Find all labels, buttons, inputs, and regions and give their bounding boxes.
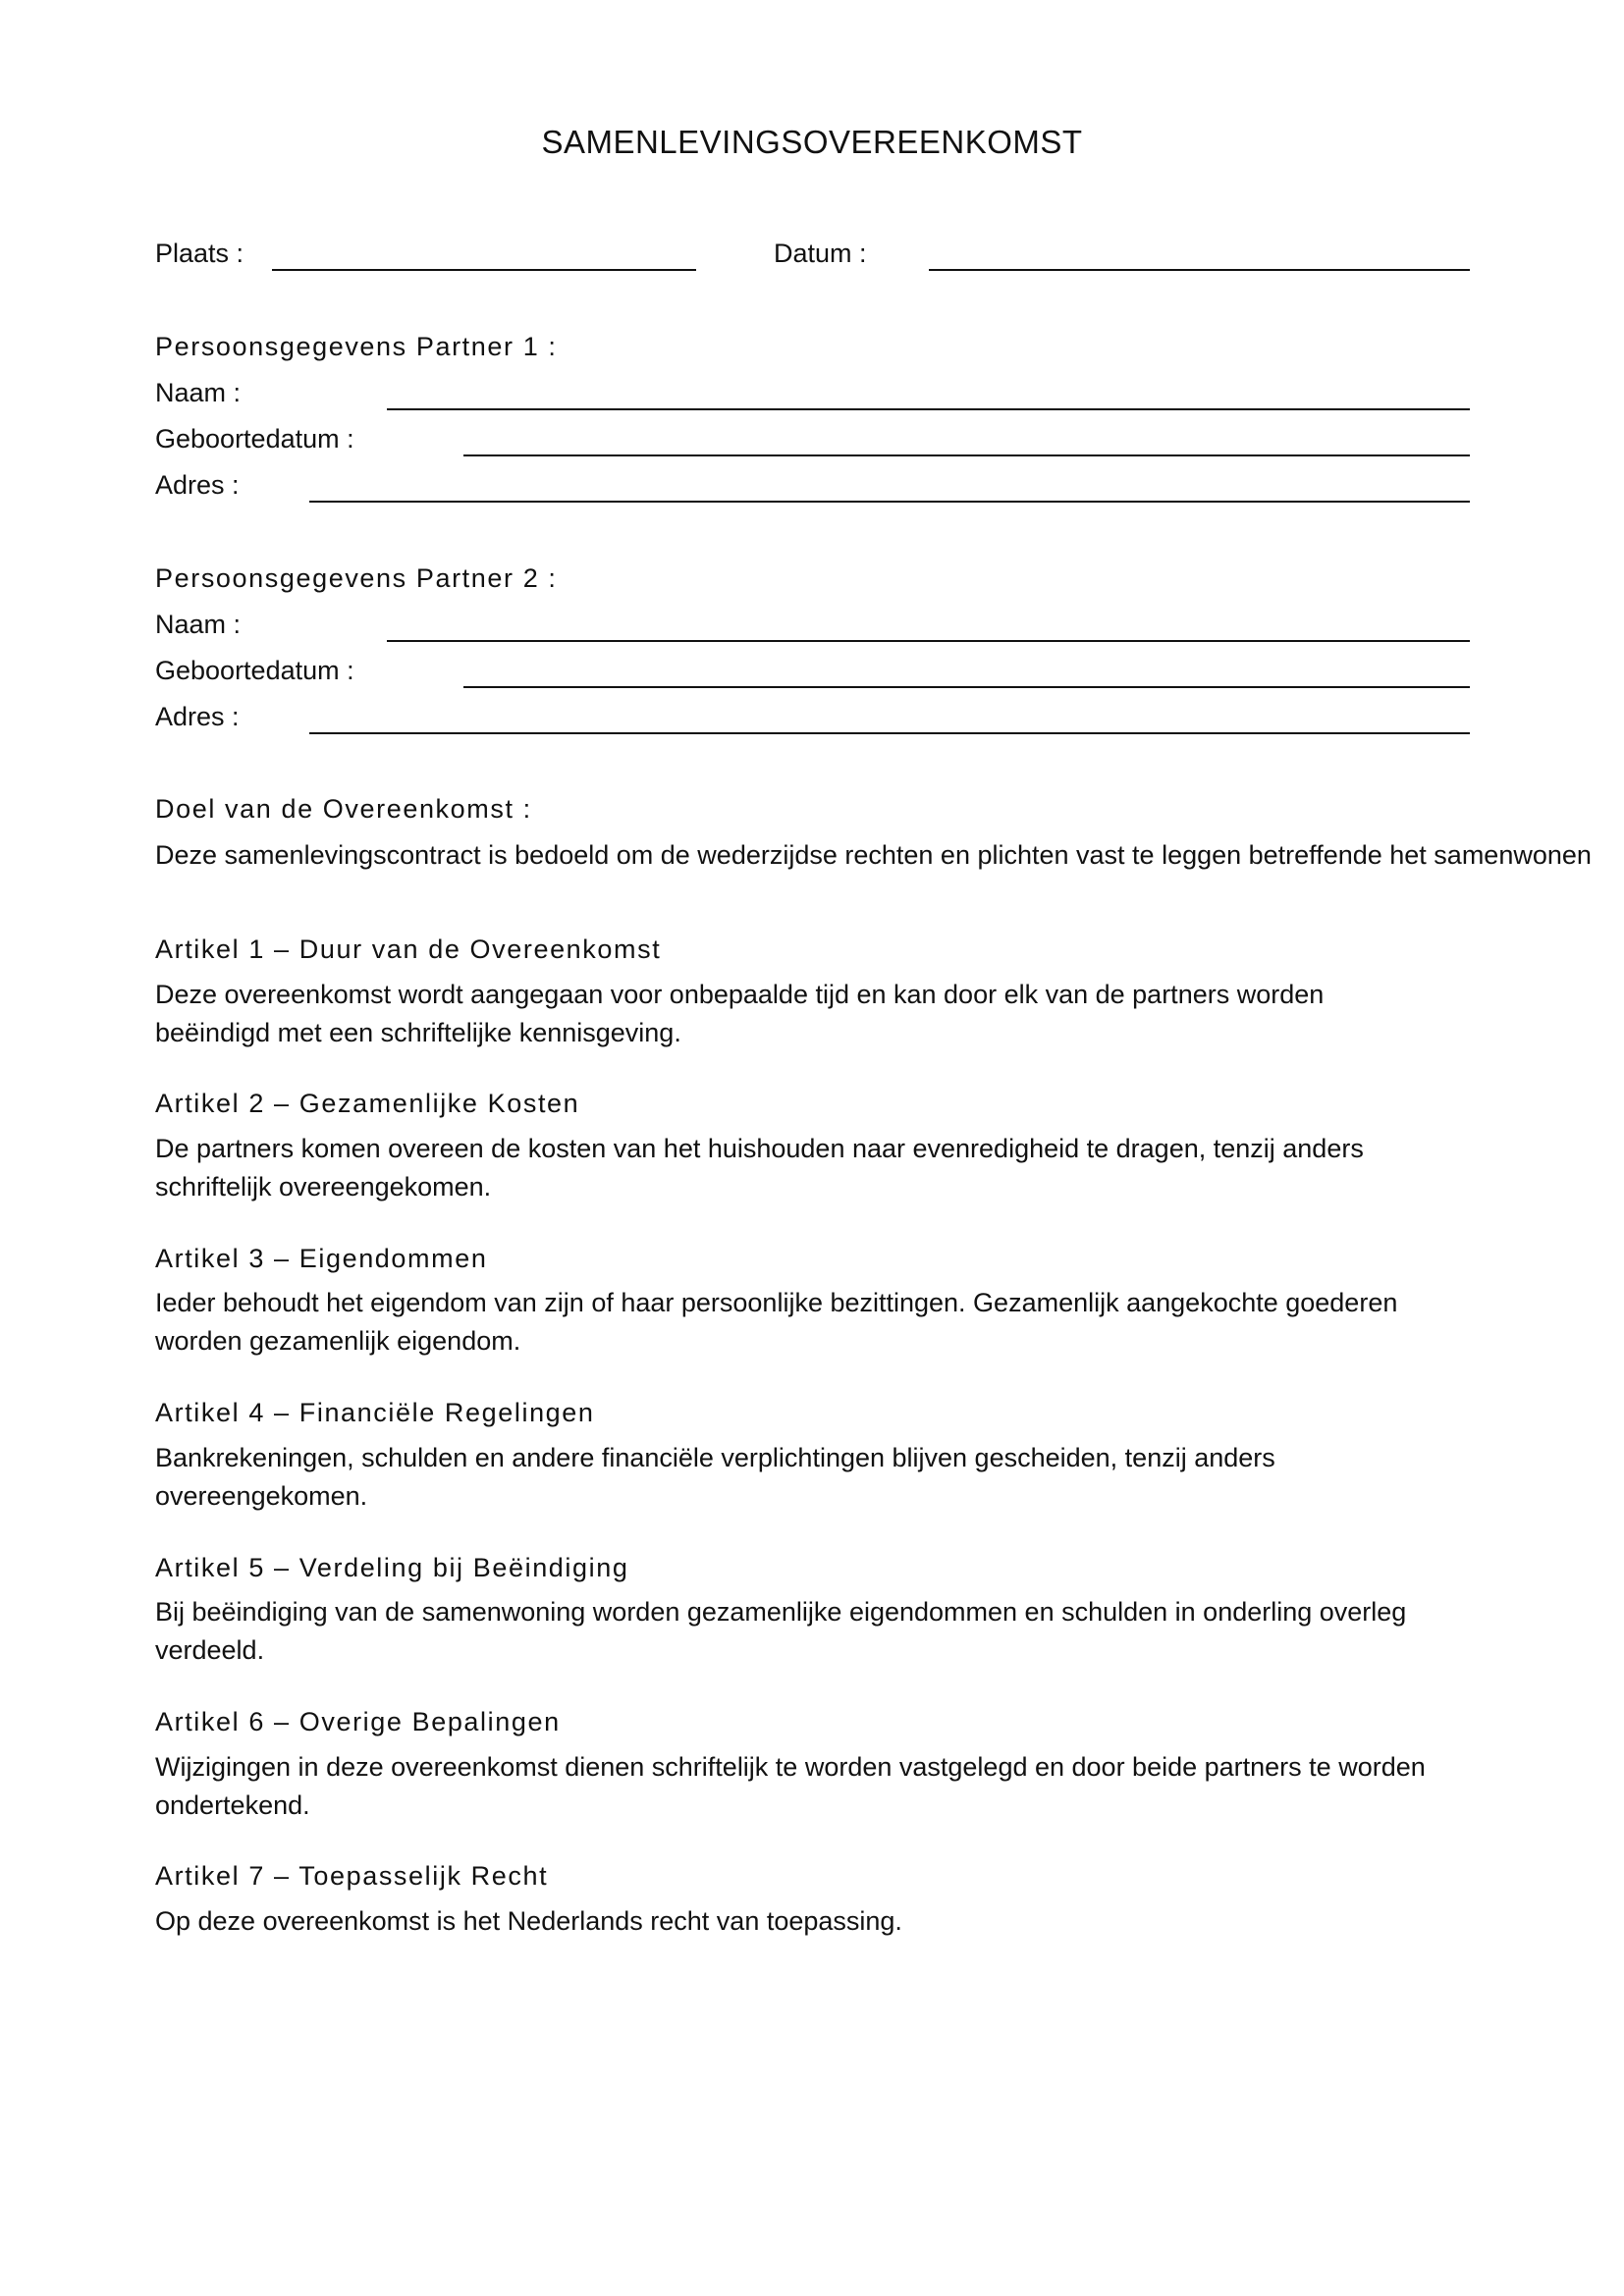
partner2-heading: Persoonsgegevens Partner 2 :: [155, 563, 558, 593]
datum-label: Datum :: [774, 239, 867, 268]
datum-field[interactable]: [929, 269, 1470, 271]
article-3-heading: Artikel 3 – Eigendommen: [155, 1244, 488, 1273]
doel-text: Deze samenlevingscontract is bedoeld om de wederzijdse rechten en plichten vast te leggen betreffende het samenwonen: [155, 840, 1592, 870]
article-5-line-1: Bij beëindiging van de samenwoning worden gezamenlijke eigendommen en schulden in onderling overleg: [155, 1597, 1407, 1627]
article-2-line-2: schriftelijk overeengekomen.: [155, 1172, 492, 1201]
article-2-heading: Artikel 2 – Gezamenlijke Kosten: [155, 1089, 580, 1118]
article-7-heading: Artikel 7 – Toepasselijk Recht: [155, 1861, 549, 1891]
doel-heading: Doel van de Overeenkomst :: [155, 794, 532, 824]
plaats-field[interactable]: [272, 269, 696, 271]
article-1-heading: Artikel 1 – Duur van de Overeenkomst: [155, 934, 662, 964]
article-1-line-1: Deze overeenkomst wordt aangegaan voor onbepaalde tijd en kan door elk van de partners worden: [155, 980, 1325, 1009]
partner1-geboortedatum-label: Geboortedatum :: [155, 424, 354, 454]
article-4-heading: Artikel 4 – Financiële Regelingen: [155, 1398, 595, 1427]
partner2-adres-label: Adres :: [155, 702, 240, 731]
article-3-line-1: Ieder behoudt het eigendom van zijn of haar persoonlijke bezittingen. Gezamenlijk aangekochte goederen: [155, 1288, 1398, 1317]
partner1-adres-label: Adres :: [155, 470, 240, 500]
article-5-line-2: verdeeld.: [155, 1635, 265, 1665]
document-title: SAMENLEVINGSOVEREENKOMST: [541, 124, 1083, 160]
article-6-line-1: Wijzigingen in deze overeenkomst dienen schriftelijk te worden vastgelegd en door beide partners te worden: [155, 1752, 1426, 1782]
partner2-geboortedatum-field[interactable]: [463, 686, 1470, 688]
article-3-line-2: worden gezamenlijk eigendom.: [155, 1326, 521, 1356]
partner2-adres-field[interactable]: [309, 732, 1470, 734]
partner1-naam-label: Naam :: [155, 378, 242, 407]
article-4-line-1: Bankrekeningen, schulden en andere financiële verplichtingen blijven gescheiden, tenzij anders: [155, 1443, 1275, 1472]
plaats-label: Plaats :: [155, 239, 244, 268]
partner2-naam-field[interactable]: [387, 640, 1470, 642]
article-4-line-2: overeengekomen.: [155, 1481, 368, 1511]
partner1-naam-field[interactable]: [387, 408, 1470, 410]
article-2-line-1: De partners komen overeen de kosten van het huishouden naar evenredigheid te dragen, tenzij anders: [155, 1134, 1364, 1163]
article-6-heading: Artikel 6 – Overige Bepalingen: [155, 1707, 561, 1736]
partner2-naam-label: Naam :: [155, 610, 242, 639]
article-5-heading: Artikel 5 – Verdeling bij Beëindiging: [155, 1553, 629, 1582]
article-6-line-2: ondertekend.: [155, 1790, 310, 1820]
partner2-geboortedatum-label: Geboortedatum :: [155, 656, 354, 685]
partner1-geboortedatum-field[interactable]: [463, 454, 1470, 456]
article-1-line-2: beëindigd met een schriftelijke kennisgeving.: [155, 1018, 681, 1047]
partner1-heading: Persoonsgegevens Partner 1 :: [155, 332, 558, 361]
partner1-adres-field[interactable]: [309, 501, 1470, 503]
article-7-line-1: Op deze overeenkomst is het Nederlands recht van toepassing.: [155, 1906, 902, 1936]
